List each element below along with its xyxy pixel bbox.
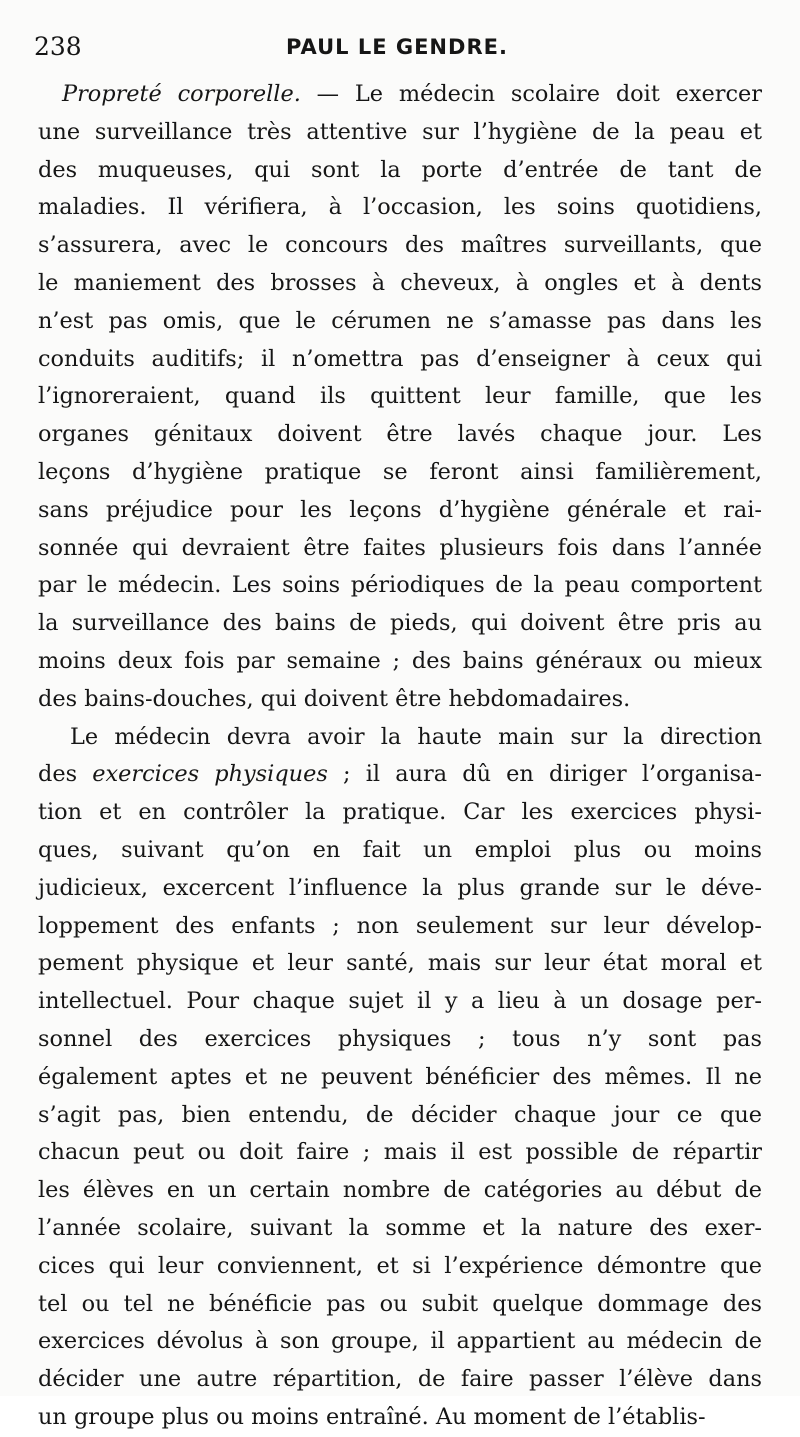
- text-line: [38, 681, 762, 719]
- text-run: cices qui leur conviennent, et si l’expérience démontre que: [38, 1252, 762, 1279]
- text-run: sonnée qui devraient être faites plusieurs fois dans l’année: [38, 534, 762, 561]
- text-line: [38, 454, 762, 492]
- text-run: par le médecin. Les soins périodiques de la peau comportent: [38, 572, 762, 599]
- text-run: les élèves en un certain nombre de catégories au début de: [38, 1177, 762, 1204]
- text-run: leçons d’hygiène pratique se feront ainsi familièrement,: [38, 458, 762, 485]
- text-line: [38, 605, 762, 643]
- text-line: [38, 114, 762, 152]
- text-run: le maniement des brosses à cheveux, à ongles et à dents: [38, 269, 762, 296]
- text-run: loppement des enfants ; non seulement sur leur dévelop-: [38, 912, 762, 939]
- text-line: [38, 870, 762, 908]
- text-run: sonnel des exercices physiques ; tous n’y sont pas: [38, 1025, 762, 1052]
- text-line: [38, 189, 762, 227]
- text-run: s’agit pas, bien entendu, de décider chaque jour ce que: [38, 1101, 762, 1128]
- text-line: [38, 945, 762, 983]
- running-head: PAUL LE GENDRE.: [286, 35, 508, 59]
- text-run: un groupe plus ou moins entraîné. Au moment de l’établis-: [38, 1403, 706, 1430]
- text-run: décider une autre répartition, de faire passer l’élève dans: [38, 1366, 762, 1393]
- text-line: [38, 1323, 762, 1361]
- text-line: [38, 152, 762, 190]
- text-line: [38, 1399, 762, 1437]
- paragraph: [38, 719, 762, 1437]
- italic-phrase: Propreté corporelle.: [62, 81, 301, 107]
- text-run: organes génitaux doivent être lavés chaque jour. Les: [38, 421, 762, 448]
- text-run: tel ou tel ne bénéficie pas ou subit quelque dommage des: [38, 1290, 762, 1317]
- text-line: [38, 756, 762, 794]
- text-run: intellectuel. Pour chaque sujet il y a lieu à un dosage per-: [38, 988, 762, 1015]
- text-line: [38, 1097, 762, 1135]
- text-run: également aptes et ne peuvent bénéficier des mêmes. Il ne: [38, 1063, 762, 1090]
- text-line: [38, 983, 762, 1021]
- text-run: pement physique et leur santé, mais sur leur état moral et: [38, 950, 762, 977]
- text-run: ; il aura dû en diriger l’organisa-: [327, 761, 763, 788]
- text-line: [38, 227, 762, 265]
- text-line: [38, 492, 762, 530]
- text-run: ques, suivant qu’on en fait un emploi plus ou moins: [38, 836, 762, 863]
- page-number: 238: [34, 32, 82, 61]
- text-line: [38, 567, 762, 605]
- text-line: [38, 1248, 762, 1286]
- text-run: une surveillance très attentive sur l’hygiène de la peau et: [38, 118, 762, 145]
- text-run: Le médecin devra avoir la haute main sur la direction: [70, 723, 762, 750]
- text-run: chacun peut ou doit faire ; mais il est possible de répartir: [38, 1139, 762, 1166]
- text-line: [38, 530, 762, 568]
- text-run: moins deux fois par semaine ; des bains généraux ou mieux: [38, 647, 762, 674]
- text-line: [38, 1210, 762, 1248]
- italic-phrase: exercices physiques: [92, 761, 328, 788]
- text-line: [38, 265, 762, 303]
- text-line: [38, 416, 762, 454]
- text-line: [38, 719, 762, 757]
- body-text: [38, 76, 762, 1437]
- text-line: [38, 1134, 762, 1172]
- text-line: [38, 794, 762, 832]
- text-line: [38, 341, 762, 379]
- text-line: [38, 1021, 762, 1059]
- text-line: [38, 1286, 762, 1324]
- text-line: [38, 76, 762, 114]
- text-run: — Le médecin scolaire doit exercer: [300, 81, 762, 107]
- text-line: [38, 1172, 762, 1210]
- text-line: [38, 832, 762, 870]
- text-line: [38, 1361, 762, 1399]
- text-run: s’assurera, avec le concours des maîtres surveillants, que: [38, 232, 762, 259]
- page-header: [34, 32, 764, 68]
- text-run: la surveillance des bains de pieds, qui doivent être pris au: [38, 610, 762, 637]
- text-line: [38, 1059, 762, 1097]
- text-run: l’ignoreraient, quand ils quittent leur famille, que les: [38, 383, 762, 410]
- text-run: judicieux, excercent l’influence la plus grande sur le déve-: [38, 874, 762, 901]
- text-run: tion et en contrôler la pratique. Car les exercices physi-: [38, 799, 762, 826]
- text-line: [38, 908, 762, 946]
- text-line: [38, 303, 762, 341]
- text-line: [38, 643, 762, 681]
- text-run: exercices dévolus à son groupe, il appartient au médecin de: [38, 1328, 762, 1355]
- text-run: conduits auditifs; il n’omettra pas d’enseigner à ceux qui: [38, 345, 762, 372]
- text-line: [38, 378, 762, 416]
- text-run: l’année scolaire, suivant la somme et la nature des exer-: [38, 1214, 762, 1241]
- paragraph: [38, 76, 762, 719]
- text-run: n’est pas omis, que le cérumen ne s’amasse pas dans les: [38, 307, 762, 334]
- text-run: sans préjudice pour les leçons d’hygiène générale et rai-: [38, 496, 762, 523]
- text-run: des muqueuses, qui sont la porte d’entrée de tant de: [38, 156, 762, 183]
- text-run: des: [38, 761, 93, 788]
- text-run: maladies. Il vérifiera, à l’occasion, les soins quotidiens,: [38, 194, 762, 221]
- text-run: des bains-douches, qui doivent être hebdomadaires.: [38, 685, 631, 712]
